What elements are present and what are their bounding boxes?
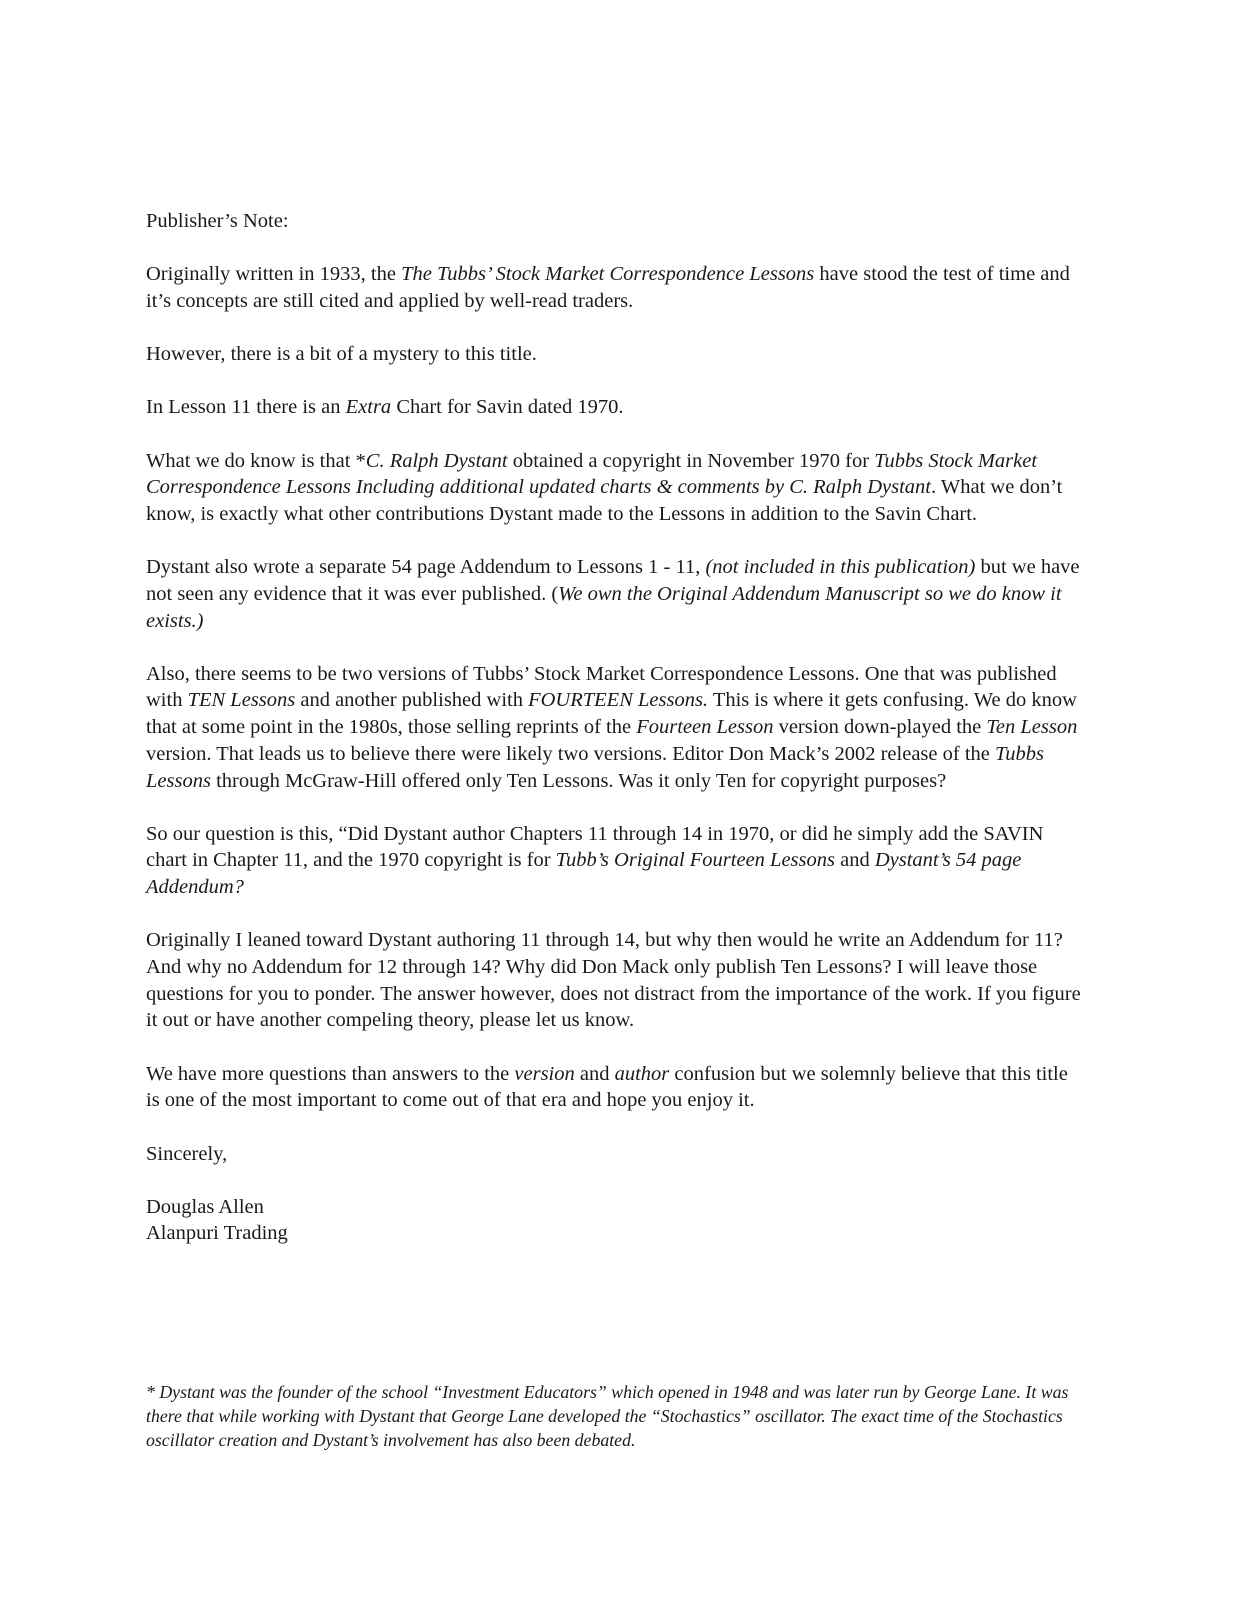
closing: Sincerely,	[146, 1142, 228, 1165]
italic-text: The Tubbs’ Stock Market Correspondence Lessons	[401, 263, 815, 286]
body-paragraph	[146, 341, 1086, 368]
italic-text: author	[614, 1062, 670, 1085]
italic-text: FOURTEEN Lessons.	[528, 689, 709, 712]
paragraph-list	[146, 261, 1086, 1114]
italic-text: Ten Lesson	[986, 716, 1078, 739]
italic-text: Fourteen Lesson	[636, 716, 774, 739]
text-run: but we have not seen any evidence that it was ever published. (	[146, 556, 1080, 605]
body-paragraph	[146, 554, 1086, 634]
text-run: . What we don’t know, is exactly what other contributions Dystant made to the Lessons in addition to the Savin Chart.	[146, 476, 1063, 525]
italic-text: Dystant’s 54 page Addendum?	[146, 849, 1022, 899]
italic-text: C. Ralph Dystant	[365, 449, 508, 472]
text-run: This is where it gets confusing. We do know that at some point in the 1980s, those selling reprints of the	[146, 689, 1077, 739]
italic-text: (not included in this publication)	[705, 556, 976, 579]
text-run: So our question is this, “Did Dystant author Chapters 11 through 14 in 1970, or did he simply add the SAVIN chart in Chapter 11, and the 1970 copyright is for	[146, 822, 1044, 872]
text-run: However, there is a bit of a mystery to this title.	[146, 343, 537, 366]
signature-name: Douglas Allen	[146, 1195, 264, 1218]
text-run: We have more questions than answers to the	[146, 1062, 515, 1085]
text-run: Originally I leaned toward Dystant authoring 11 through 14, but why then would he write an Addendum for 11? And why no Addendum for 12 through 14? Why did Don Mack only publish Ten Lessons? I will leave those questions for you to ponder. The answer however, does not distract from the importance of the work. If you figure it out or have another compeling theory, please let us know.	[146, 929, 1081, 1032]
text-run: version. That leads us to believe there were likely two versions. Editor Don Mack’s 2002 release of the	[146, 742, 995, 765]
body-paragraph	[146, 448, 1086, 528]
body-paragraph	[146, 261, 1086, 314]
text-run: through McGraw-Hill offered only Ten Lessons. Was it only Ten for copyright purposes?	[210, 769, 947, 792]
text-run: and another published with	[295, 689, 529, 712]
body-paragraph	[146, 661, 1086, 795]
body-paragraph	[146, 821, 1086, 901]
note-title: Publisher’s Note:	[146, 210, 289, 232]
text-run: Also, there seems to be two versions of Tubbs’ Stock Market Correspondence Lessons. One that was published with	[146, 662, 1057, 712]
letter-body	[146, 208, 1086, 1247]
text-run: What we do know is that *	[146, 449, 366, 472]
italic-text: Extra	[345, 396, 392, 419]
body-paragraph	[146, 927, 1086, 1034]
italic-text: TEN Lessons	[187, 689, 296, 712]
text-run: and	[834, 849, 875, 872]
body-paragraph	[146, 1061, 1086, 1114]
text-run: Dystant also wrote a separate 54 page Addendum to Lessons 1 - 11,	[146, 556, 706, 579]
italic-text: Tubbs Lessons	[146, 742, 1044, 792]
text-run: In Lesson 11 there is an	[146, 396, 346, 419]
text-run: Originally written in 1933, the	[146, 263, 402, 286]
italic-text: We own the Original Addendum Manuscript so we do know it exists.)	[146, 582, 1062, 632]
footnote: * Dystant was the founder of the school “Investment Educators” which opened in 1948 and was later run by George Lane. It was there that while working with Dystant that George Lane developed the “Stochastics” oscillator. The exact time of the Stochastics oscillator creation and Dystant’s involvement has also been debated.	[146, 1382, 1069, 1451]
italic-text: Tubb’s Original Fourteen Lessons	[555, 849, 835, 872]
text-run: version down-played the	[773, 716, 987, 739]
text-run: Chart for Savin dated 1970.	[391, 396, 624, 419]
text-run: have stood the test of time and it’s concepts are still cited and applied by well-read traders.	[146, 263, 1070, 312]
text-run: obtained a copyright in November 1970 for	[507, 449, 875, 472]
signature-company: Alanpuri Trading	[146, 1222, 288, 1245]
italic-text: version	[514, 1062, 575, 1085]
text-run: and	[574, 1062, 615, 1085]
body-paragraph	[146, 394, 1086, 421]
italic-text: Tubbs Stock Market Correspondence Lessons Including additional updated charts & comments by C. Ralph Dystant	[146, 449, 1038, 499]
text-run: confusion but we solemnly believe that this title is one of the most important to come out of that era and hope you enjoy it.	[146, 1062, 1068, 1112]
